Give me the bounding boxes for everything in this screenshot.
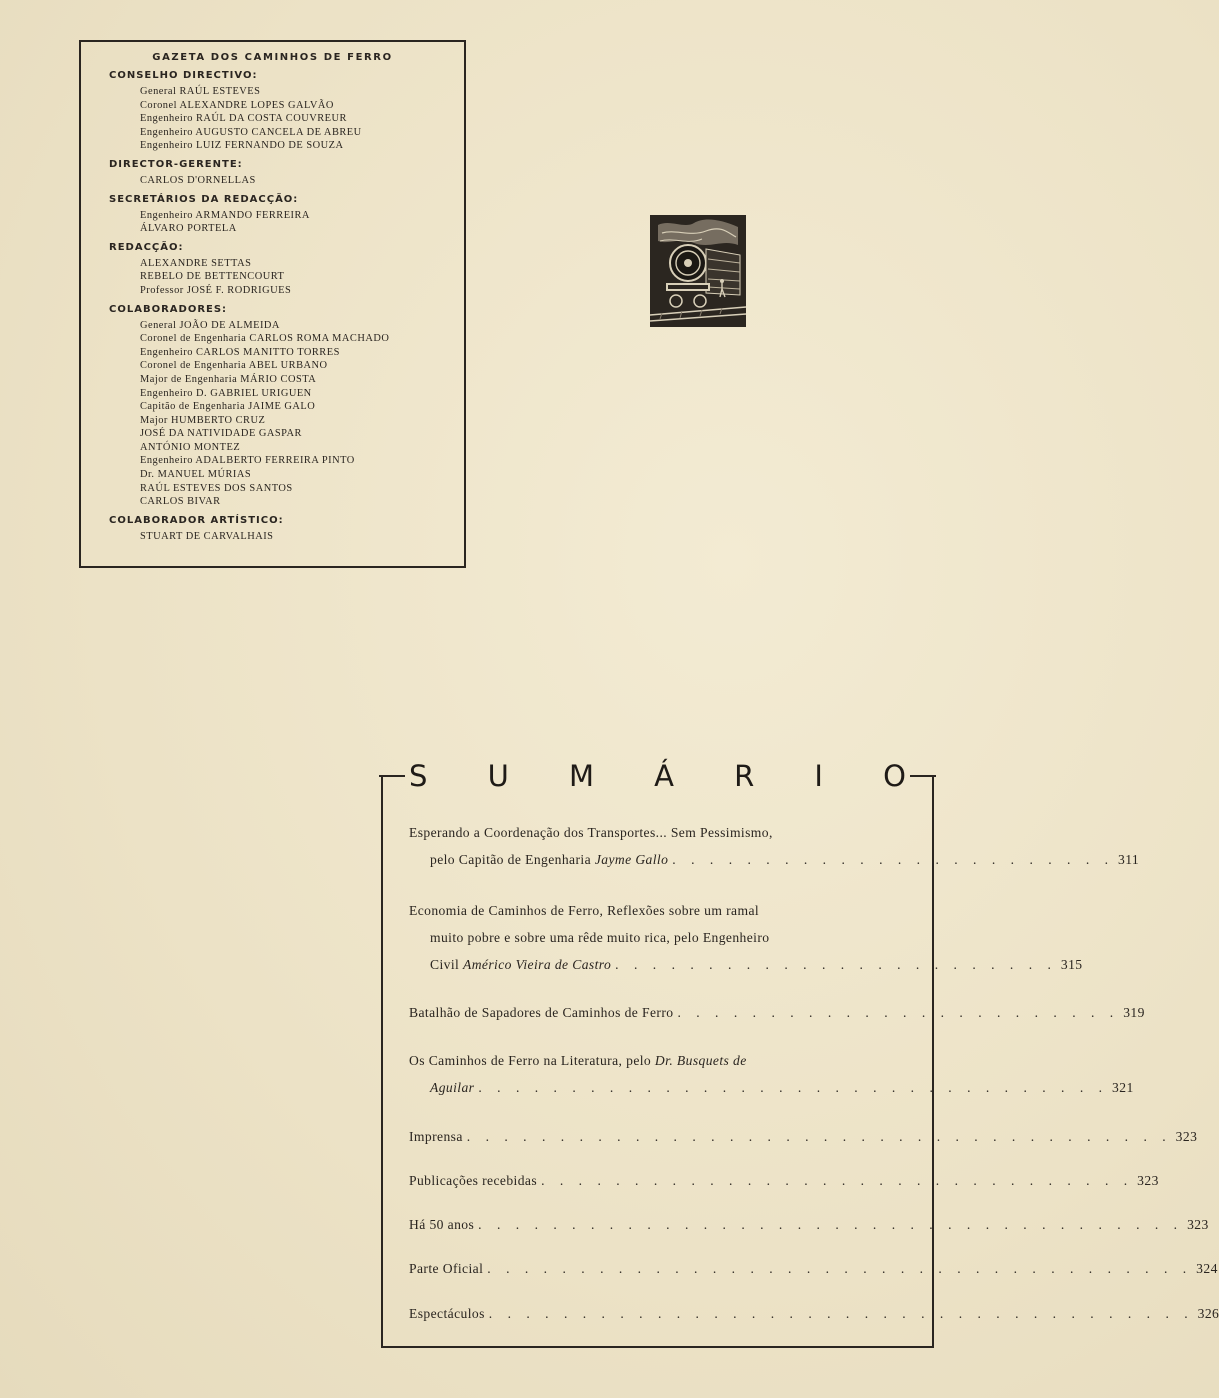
toc-page-number: 323 [1175,1129,1198,1144]
section-heading: REDACÇÃO: [109,241,184,253]
toc-leader-dots: . . . . . . . . . . . . . . . . . . . . . . . . [672,852,1115,867]
toc-entry [409,1047,1134,1101]
toc-title: Civil [430,957,463,972]
member-name: Major HUMBERTO CRUZ [140,414,266,426]
member-name: Engenheiro AUGUSTO CANCELA DE ABREU [140,126,362,138]
toc-page-number: 324 [1196,1261,1218,1276]
toc-page-number: 321 [1112,1080,1134,1095]
summary-box [381,759,1219,1348]
toc-title: Economia de Caminhos de Ferro, Reflexões sobre um ramal [409,903,760,918]
toc-leader-dots: . . . . . . . . . . . . . . . . . . . . . . . . . . . . . . . . . . . . . . [466,1129,1172,1144]
masthead-title: GAZETA DOS CAMINHOS DE FERRO [152,52,393,63]
member-name: Dr. MANUEL MÚRIAS [140,469,252,481]
member-list [81,257,464,298]
member-name: RAÚL ESTEVES DOS SANTOS [140,482,293,494]
summary-header [379,759,936,793]
member-name: ÁLVARO PORTELA [140,223,237,235]
member-list [81,85,464,153]
toc-page-number: 311 [1118,852,1140,867]
member-name: Engenheiro D. GABRIEL URIGUEN [140,387,312,399]
toc-leader-dots: . . . . . . . . . . . . . . . . . . . . . . . . [615,957,1057,972]
section-heading: DIRECTOR-GERENTE: [109,158,243,170]
member-list [81,174,464,188]
toc-entry [409,897,1083,978]
member-name: Capitão de Engenharia JAIME GALO [140,401,316,413]
toc-author: Jayme Gallo [594,852,669,867]
toc-title: Espectáculos [409,1306,485,1321]
section-conselho-directivo [81,70,464,153]
toc-title: Batalhão de Sapadores de Caminhos de Ferro [409,1005,674,1020]
summary-title-letter: S [409,759,428,793]
toc-title: Esperando a Coordenação dos Transportes... Sem Pessimismo, [409,825,773,840]
toc-author: Aguilar [430,1080,475,1095]
toc-leader-dots: . . . . . . . . . . . . . . . . . . . . . . . . . . . . . . . . . . . . . . [478,1217,1184,1232]
toc-page-number: 323 [1187,1217,1209,1232]
toc-title: Há 50 anos [409,1217,475,1232]
member-name: CARLOS BIVAR [140,496,221,508]
toc-page-number: 326 [1197,1306,1219,1321]
toc-leader-dots: . . . . . . . . . . . . . . . . . . . . . . . . . . . . . . . . . . [478,1080,1109,1095]
toc-entry [409,1300,1219,1327]
section-heading: COLABORADOR ARTÍSTICO: [109,514,284,526]
toc-leader-dots: . . . . . . . . . . . . . . . . . . . . . . . . . . . . . . . . [541,1173,1134,1188]
section-director-gerente [81,159,464,188]
toc-entry [409,1211,1209,1238]
member-name: REBELO DE BETTENCOURT [140,271,285,283]
summary-title-letter: M [568,759,594,793]
toc-title: pelo Capitão de Engenharia [430,852,595,867]
toc-entry [409,999,1145,1026]
member-list [81,319,464,509]
toc-author: Dr. Busquets de [654,1053,747,1068]
section-colaborador-artistico [81,515,464,544]
toc-title: Os Caminhos de Ferro na Literatura, pelo [409,1053,655,1068]
summary-title-letter: U [487,759,509,793]
locomotive-engraving-icon [650,215,746,327]
summary-title-letter: Á [654,759,674,793]
section-heading: SECRETÁRIOS DA REDACÇÃO: [109,193,299,205]
member-name: Major de Engenharia MÁRIO COSTA [140,373,317,385]
summary-title [409,759,906,793]
member-name: ANTÓNIO MONTEZ [140,441,241,453]
member-name: Professor JOSÉ F. RODRIGUES [140,284,292,296]
toc-page-number: 315 [1060,957,1083,972]
member-name: ALEXANDRE SETTAS [140,257,252,269]
member-name: General RAÚL ESTEVES [140,86,261,97]
member-name: CARLOS D'ORNELLAS [140,174,256,186]
toc-entry [409,1123,1198,1150]
summary-title-letter: R [734,759,755,793]
toc-leader-dots: . . . . . . . . . . . . . . . . . . . . . . . . [677,1005,1120,1020]
member-name: Engenheiro CARLOS MANITTO TORRES [140,346,340,358]
member-name: Engenheiro ADALBERTO FERREIRA PINTO [140,455,355,467]
toc-title: muito pobre e sobre uma rêde muito rica, pelo Engenheiro [430,930,770,945]
toc-page-number: 323 [1137,1173,1159,1188]
section-heading: CONSELHO DIRECTIVO: [109,70,258,81]
toc-entry [409,1255,1218,1282]
toc-title: Publicações recebidas [409,1173,538,1188]
member-name: JOSÉ DA NATIVIDADE GASPAR [140,428,302,440]
member-name: Coronel de Engenharia CARLOS ROMA MACHADO [140,333,390,345]
section-colaboradores [81,304,464,509]
summary-title-letter: I [814,759,823,793]
member-name: Engenheiro RAÚL DA COSTA COUVREUR [140,113,347,125]
member-name: Engenheiro LUIZ FERNANDO DE SOUZA [140,140,344,152]
toc-entry [409,819,1140,873]
toc-leader-dots: . . . . . . . . . . . . . . . . . . . . . . . . . . . . . . . . . . . . . . [487,1261,1193,1276]
toc-title: Parte Oficial [409,1261,484,1276]
summary-title-letter: O [883,759,906,793]
member-name: Coronel de Engenharia ABEL URBANO [140,360,328,372]
member-list [81,530,464,544]
member-name: Engenheiro ARMANDO FERREIRA [140,209,310,221]
member-name: STUART DE CARVALHAIS [140,530,274,542]
toc-page-number: 319 [1123,1005,1145,1020]
section-redaccao [81,242,464,298]
masthead-box [79,40,466,568]
header-rule-right [910,775,936,778]
toc-entry [409,1167,1159,1194]
header-rule-left [379,775,405,778]
section-secretarios [81,194,464,236]
toc-author: Américo Vieira de Castro [463,957,612,972]
member-name: General JOÃO DE ALMEIDA [140,319,280,331]
member-list [81,209,464,236]
section-heading: COLABORADORES: [109,303,228,315]
toc-leader-dots: . . . . . . . . . . . . . . . . . . . . . . . . . . . . . . . . . . . . . . [488,1306,1194,1321]
member-name: Coronel ALEXANDRE LOPES GALVÃO [140,99,334,111]
toc-title: Imprensa [409,1129,463,1144]
